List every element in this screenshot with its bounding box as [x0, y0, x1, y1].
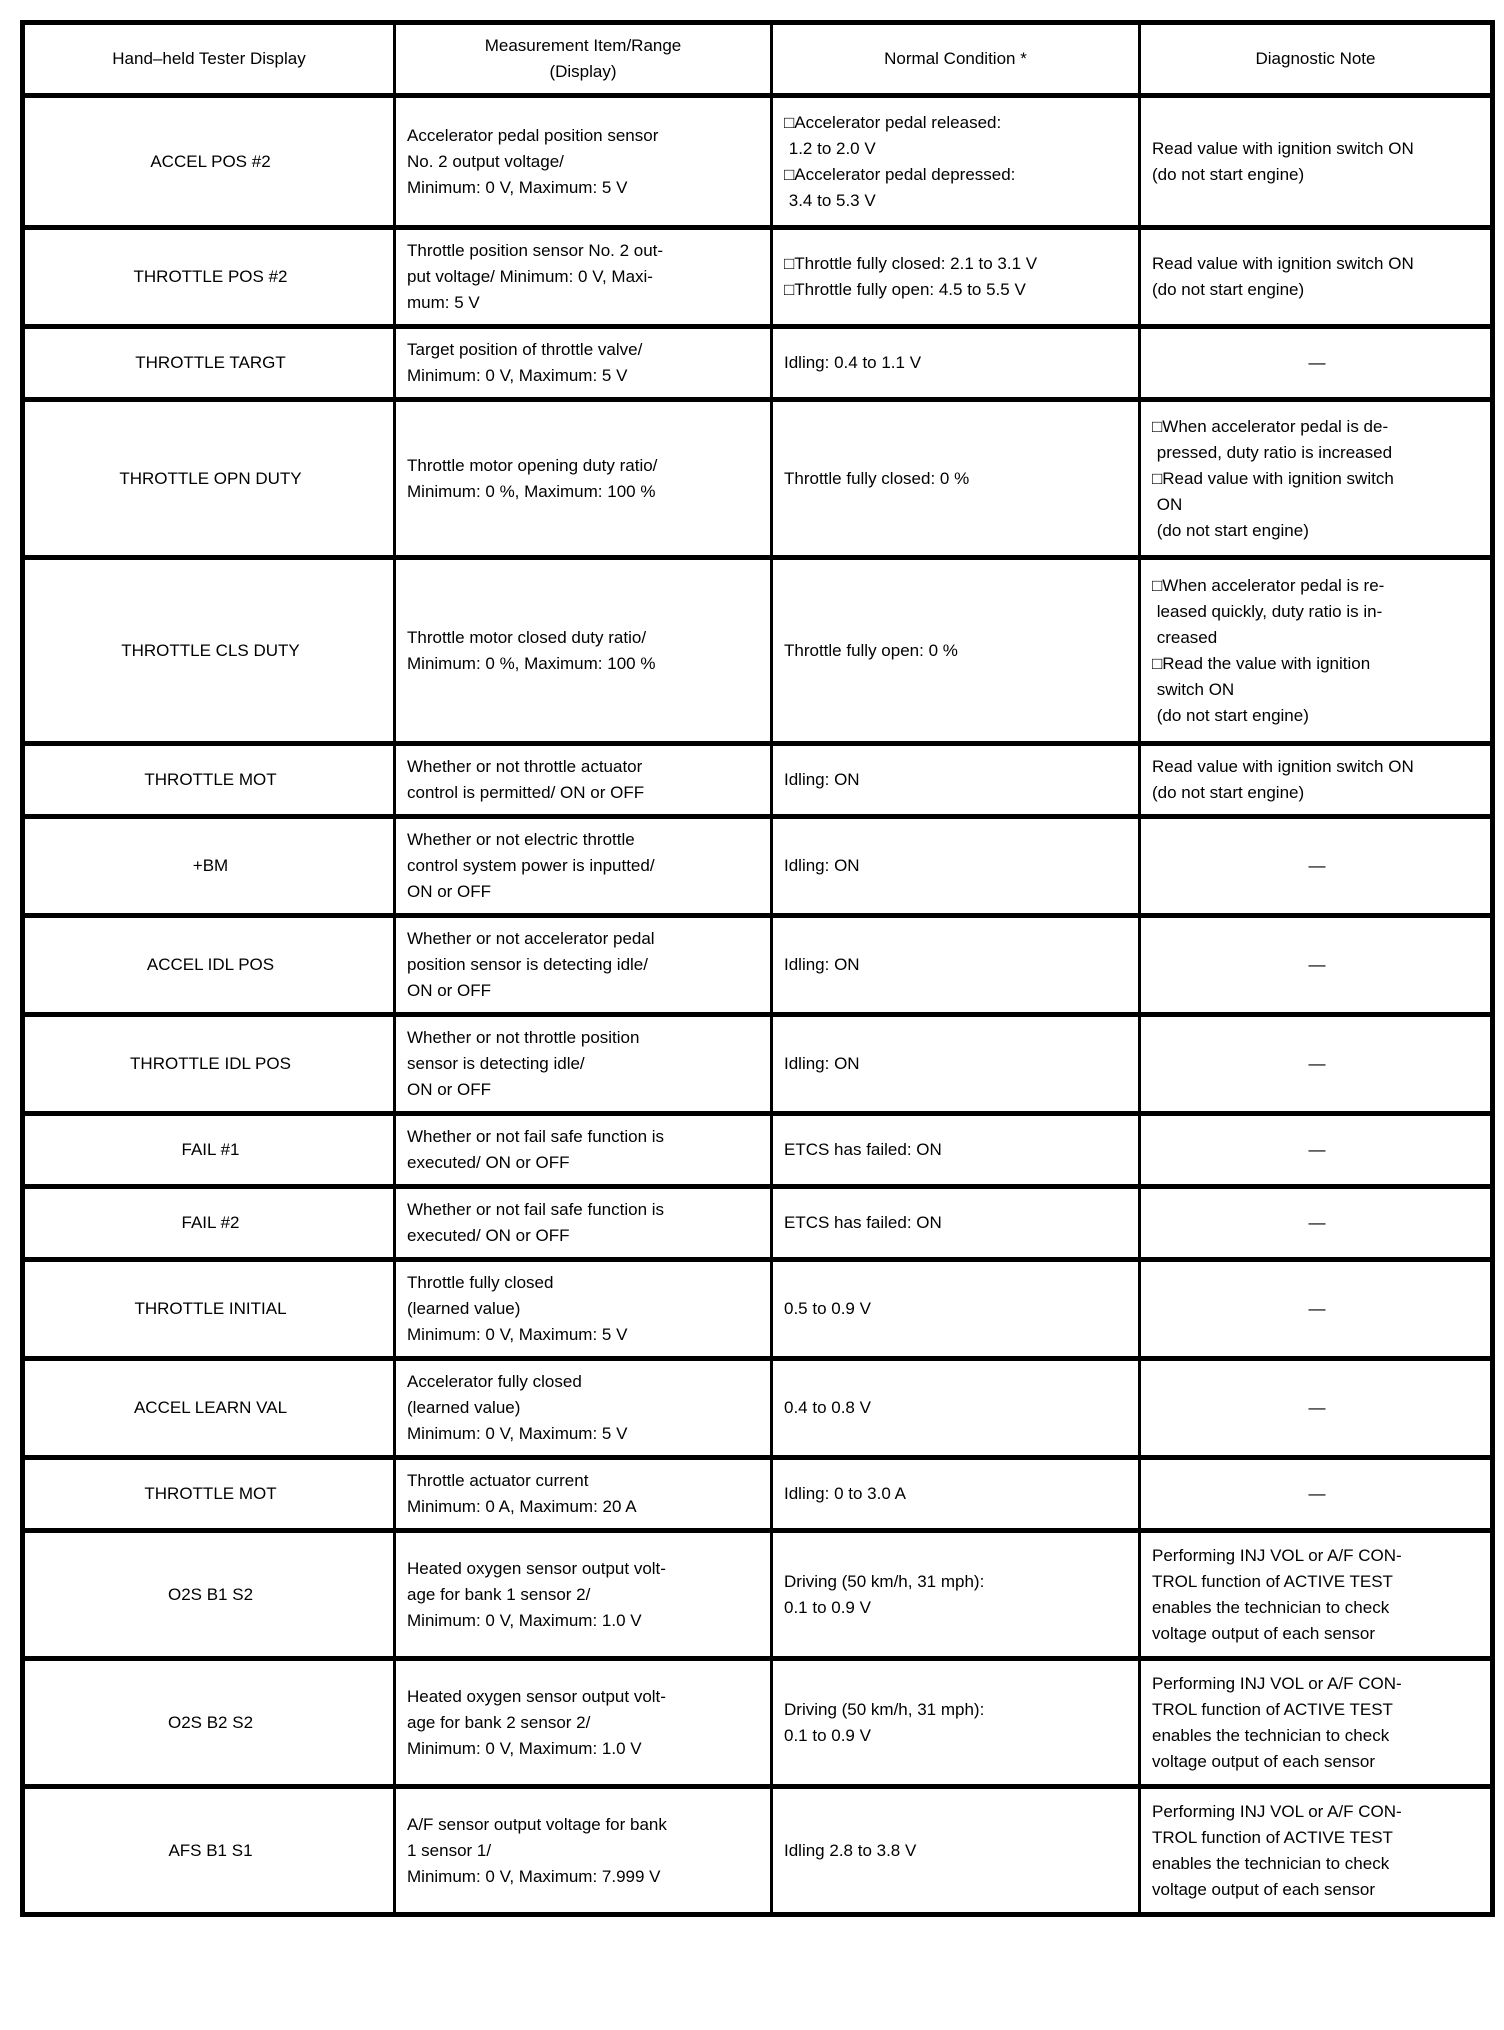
tester-display-cell: [23, 1458, 395, 1531]
table-row: [23, 327, 1493, 400]
measurement-line: Throttle actuator current: [407, 1471, 589, 1490]
note-line: TROL function of ACTIVE TEST: [1152, 1571, 1393, 1591]
measurement-line: Accelerator pedal position sensor: [407, 125, 659, 145]
table-row: [23, 744, 1493, 817]
measurement-cell: [395, 1787, 772, 1915]
measurement-cell: [395, 1458, 772, 1531]
tester-display-cell: [23, 1187, 395, 1260]
note-line: (do not start engine): [1152, 783, 1305, 802]
tester-display-label: THROTTLE CLS DUTY: [121, 640, 300, 660]
table-row: [23, 1015, 1493, 1114]
measurement-cell: [395, 1187, 772, 1260]
measurement-line: control is permitted/ ON or OFF: [407, 783, 645, 802]
note-line: □Read the value with ignition: [1152, 653, 1371, 673]
measurement-line: ON or OFF: [407, 1080, 492, 1099]
normal-condition-cell: [772, 1114, 1140, 1187]
measurement-line: (learned value): [407, 1398, 521, 1417]
measurement-line: put voltage/ Minimum: 0 V, Maxi-: [407, 267, 653, 286]
note-line: —: [1308, 1484, 1326, 1503]
measurement-cell: [395, 916, 772, 1015]
measurement-line: No. 2 output voltage/: [407, 151, 564, 171]
measurement-cell: [395, 1114, 772, 1187]
normal-condition-cell: [772, 558, 1140, 744]
condition-line: Driving (50 km/h, 31 mph):: [784, 1699, 985, 1719]
measurement-line: Minimum: 0 V, Maximum: 5 V: [407, 1424, 628, 1443]
normal-condition-cell: [772, 1659, 1140, 1787]
diagnostic-note-cell: [1140, 916, 1493, 1015]
diagnostic-note-cell: [1140, 1359, 1493, 1458]
measurement-cell: [395, 1659, 772, 1787]
column-header-text: Diagnostic Note: [1255, 49, 1376, 68]
measurement-line: Throttle fully closed: [407, 1273, 554, 1292]
measurement-line: Throttle motor closed duty ratio/: [407, 627, 647, 647]
tester-display-label: THROTTLE IDL POS: [130, 1054, 291, 1073]
condition-line: □Accelerator pedal released:: [784, 112, 1002, 132]
normal-condition-cell: [772, 96, 1140, 228]
condition-line: Idling: ON: [784, 856, 860, 875]
note-line: —: [1308, 1213, 1326, 1232]
condition-line: Idling: 0 to 3.0 A: [784, 1484, 906, 1503]
measurement-cell: [395, 1015, 772, 1114]
measurement-line: Minimum: 0 %, Maximum: 100 %: [407, 481, 656, 501]
condition-line: Idling 2.8 to 3.8 V: [784, 1840, 917, 1860]
tester-display-label: THROTTLE POS #2: [133, 267, 288, 286]
measurement-line: Minimum: 0 %, Maximum: 100 %: [407, 653, 656, 673]
measurement-line: Throttle position sensor No. 2 out-: [407, 241, 664, 260]
column-header-display: [23, 23, 395, 96]
measurement-line: Whether or not electric throttle: [407, 830, 635, 849]
measurement-line: Heated oxygen sensor output volt-: [407, 1558, 666, 1578]
diagnostic-note-cell: [1140, 327, 1493, 400]
measurement-line: executed/ ON or OFF: [407, 1153, 570, 1172]
diagnostic-note-cell: [1140, 1187, 1493, 1260]
column-header-text: Normal Condition *: [884, 49, 1027, 68]
note-line: Read value with ignition switch ON: [1152, 254, 1414, 273]
normal-condition-cell: [772, 916, 1140, 1015]
tester-display-cell: [23, 96, 395, 228]
diagnostic-data-table: [20, 20, 1495, 1917]
normal-condition-cell: [772, 1015, 1140, 1114]
note-line: (do not start engine): [1152, 705, 1309, 725]
tester-display-label: THROTTLE MOT: [144, 770, 277, 789]
table-row: [23, 1114, 1493, 1187]
note-line: creased: [1152, 627, 1218, 647]
measurement-cell: [395, 558, 772, 744]
tester-display-cell: [23, 1015, 395, 1114]
note-line: Read value with ignition switch ON: [1152, 757, 1414, 776]
normal-condition-cell: [772, 1359, 1140, 1458]
tester-display-label: THROTTLE INITIAL: [134, 1299, 287, 1318]
normal-condition-cell: [772, 1260, 1140, 1359]
measurement-cell: [395, 400, 772, 558]
measurement-cell: [395, 1260, 772, 1359]
condition-line: ETCS has failed: ON: [784, 1213, 942, 1232]
measurement-line: Minimum: 0 V, Maximum: 1.0 V: [407, 1610, 642, 1630]
condition-line: ETCS has failed: ON: [784, 1140, 942, 1159]
note-line: voltage output of each sensor: [1152, 1751, 1376, 1771]
table-row: [23, 1458, 1493, 1531]
condition-line: 0.4 to 0.8 V: [784, 1398, 871, 1417]
note-line: —: [1308, 1054, 1326, 1073]
diagnostic-note-cell: [1140, 228, 1493, 327]
measurement-line: Heated oxygen sensor output volt-: [407, 1686, 666, 1706]
normal-condition-cell: [772, 817, 1140, 916]
note-line: enables the technician to check: [1152, 1853, 1390, 1873]
tester-display-cell: [23, 1787, 395, 1915]
tester-display-label: ACCEL IDL POS: [146, 955, 275, 974]
condition-line: Idling: 0.4 to 1.1 V: [784, 353, 922, 372]
condition-line: Idling: ON: [784, 1054, 860, 1073]
tester-display-label: O2S B1 S2: [167, 1584, 254, 1604]
normal-condition-cell: [772, 1787, 1140, 1915]
note-line: pressed, duty ratio is increased: [1152, 442, 1393, 462]
condition-line: □Accelerator pedal depressed:: [784, 164, 1016, 184]
measurement-line: Whether or not fail safe function is: [407, 1200, 665, 1219]
tester-display-label: +BM: [192, 856, 229, 875]
column-header-measurement: [395, 23, 772, 96]
note-line: (do not start engine): [1152, 280, 1305, 299]
table-row: [23, 1787, 1493, 1915]
diagnostic-note-cell: [1140, 817, 1493, 916]
normal-condition-cell: [772, 400, 1140, 558]
table-row: [23, 817, 1493, 916]
note-line: —: [1308, 1398, 1326, 1417]
normal-condition-cell: [772, 228, 1140, 327]
measurement-cell: [395, 327, 772, 400]
measurement-cell: [395, 96, 772, 228]
column-header-text: Hand–held Tester Display: [112, 49, 306, 68]
measurement-line: Minimum: 0 V, Maximum: 7.999 V: [407, 1866, 661, 1886]
measurement-cell: [395, 228, 772, 327]
column-header-note: [1140, 23, 1493, 96]
note-line: (do not start engine): [1152, 164, 1305, 184]
tester-display-cell: [23, 1659, 395, 1787]
column-header-text: Measurement Item/Range: [484, 36, 682, 55]
table-row: [23, 558, 1493, 744]
note-line: TROL function of ACTIVE TEST: [1152, 1827, 1393, 1847]
note-line: □Read value with ignition switch: [1152, 468, 1394, 488]
measurement-line: Whether or not throttle position: [407, 1028, 640, 1047]
note-line: enables the technician to check: [1152, 1725, 1390, 1745]
condition-line: □Throttle fully open: 4.5 to 5.5 V: [784, 280, 1026, 299]
table-row: [23, 228, 1493, 327]
column-header-condition: [772, 23, 1140, 96]
measurement-line: Minimum: 0 A, Maximum: 20 A: [407, 1497, 637, 1516]
tester-display-cell: [23, 1531, 395, 1659]
header-row: [23, 23, 1493, 96]
measurement-line: ON or OFF: [407, 882, 492, 901]
measurement-line: Whether or not fail safe function is: [407, 1127, 665, 1146]
measurement-line: Throttle motor opening duty ratio/: [407, 455, 658, 475]
tester-display-label: THROTTLE MOT: [144, 1484, 277, 1503]
diagnostic-note-cell: [1140, 1114, 1493, 1187]
tester-display-cell: [23, 1260, 395, 1359]
diagnostic-note-cell: [1140, 1659, 1493, 1787]
tester-display-cell: [23, 400, 395, 558]
table-row: [23, 96, 1493, 228]
normal-condition-cell: [772, 744, 1140, 817]
note-line: □When accelerator pedal is de-: [1152, 416, 1389, 436]
note-line: □When accelerator pedal is re-: [1152, 575, 1385, 595]
measurement-line: sensor is detecting idle/: [407, 1054, 585, 1073]
condition-line: Idling: ON: [784, 770, 860, 789]
note-line: —: [1308, 1299, 1326, 1318]
measurement-cell: [395, 1359, 772, 1458]
table-row: [23, 1260, 1493, 1359]
measurement-line: position sensor is detecting idle/: [407, 955, 648, 974]
condition-line: 3.4 to 5.3 V: [784, 190, 876, 210]
tester-display-label: ACCEL LEARN VAL: [133, 1398, 288, 1417]
column-header-text: (Display): [549, 62, 617, 81]
measurement-line: Minimum: 0 V, Maximum: 5 V: [407, 1325, 628, 1344]
note-line: (do not start engine): [1152, 520, 1309, 540]
diagnostic-note-cell: [1140, 1787, 1493, 1915]
measurement-line: Target position of throttle valve/: [407, 340, 643, 359]
diagnostic-note-cell: [1140, 1260, 1493, 1359]
normal-condition-cell: [772, 1531, 1140, 1659]
measurement-line: 1 sensor 1/: [407, 1840, 492, 1860]
measurement-line: age for bank 2 sensor 2/: [407, 1712, 591, 1732]
measurement-line: mum: 5 V: [407, 293, 480, 312]
measurement-line: Whether or not throttle actuator: [407, 757, 643, 776]
condition-line: 0.1 to 0.9 V: [784, 1597, 871, 1617]
table-body: [23, 96, 1493, 1915]
measurement-cell: [395, 817, 772, 916]
diagnostic-note-cell: [1140, 1458, 1493, 1531]
tester-display-cell: [23, 1359, 395, 1458]
diagnostic-note-cell: [1140, 1015, 1493, 1114]
normal-condition-cell: [772, 327, 1140, 400]
measurement-line: (learned value): [407, 1299, 521, 1318]
normal-condition-cell: [772, 1458, 1140, 1531]
table-row: [23, 1531, 1493, 1659]
note-line: voltage output of each sensor: [1152, 1879, 1376, 1899]
table-row: [23, 916, 1493, 1015]
note-line: switch ON: [1152, 679, 1235, 699]
measurement-line: ON or OFF: [407, 981, 492, 1000]
measurement-line: Minimum: 0 V, Maximum: 1.0 V: [407, 1738, 642, 1758]
condition-line: Throttle fully closed: 0 %: [784, 468, 970, 488]
measurement-line: control system power is inputted/: [407, 856, 655, 875]
note-line: —: [1308, 353, 1326, 372]
table-row: [23, 1359, 1493, 1458]
measurement-line: Accelerator fully closed: [407, 1372, 582, 1391]
tester-display-label: FAIL #1: [181, 1140, 240, 1159]
note-line: Performing INJ VOL or A/F CON-: [1152, 1801, 1402, 1821]
condition-line: □Throttle fully closed: 2.1 to 3.1 V: [784, 254, 1038, 273]
note-line: TROL function of ACTIVE TEST: [1152, 1699, 1393, 1719]
note-line: enables the technician to check: [1152, 1597, 1390, 1617]
tester-display-label: THROTTLE OPN DUTY: [119, 468, 302, 488]
condition-line: Idling: ON: [784, 955, 860, 974]
note-line: —: [1308, 955, 1326, 974]
measurement-cell: [395, 744, 772, 817]
tester-display-label: O2S B2 S2: [167, 1712, 254, 1732]
tester-display-cell: [23, 558, 395, 744]
measurement-line: executed/ ON or OFF: [407, 1226, 570, 1245]
tester-display-label: AFS B1 S1: [168, 1840, 253, 1860]
condition-line: Throttle fully open: 0 %: [784, 640, 958, 660]
diagnostic-note-cell: [1140, 400, 1493, 558]
note-line: voltage output of each sensor: [1152, 1623, 1376, 1643]
note-line: Read value with ignition switch ON: [1152, 138, 1414, 158]
measurement-cell: [395, 1531, 772, 1659]
tester-display-label: FAIL #2: [181, 1213, 240, 1232]
tester-display-cell: [23, 228, 395, 327]
diagnostic-note-cell: [1140, 1531, 1493, 1659]
condition-line: Driving (50 km/h, 31 mph):: [784, 1571, 985, 1591]
normal-condition-cell: [772, 1187, 1140, 1260]
note-line: —: [1308, 1140, 1326, 1159]
measurement-line: Minimum: 0 V, Maximum: 5 V: [407, 366, 628, 385]
measurement-line: A/F sensor output voltage for bank: [407, 1814, 667, 1834]
note-line: leased quickly, duty ratio is in-: [1152, 601, 1383, 621]
tester-display-cell: [23, 916, 395, 1015]
tester-display-cell: [23, 744, 395, 817]
note-line: Performing INJ VOL or A/F CON-: [1152, 1545, 1402, 1565]
table-row: [23, 1659, 1493, 1787]
tester-display-cell: [23, 327, 395, 400]
note-line: —: [1308, 856, 1326, 875]
note-line: Performing INJ VOL or A/F CON-: [1152, 1673, 1402, 1693]
condition-line: 0.1 to 0.9 V: [784, 1725, 871, 1745]
measurement-line: Whether or not accelerator pedal: [407, 929, 655, 948]
diagnostic-note-cell: [1140, 558, 1493, 744]
tester-display-label: ACCEL POS #2: [150, 151, 271, 171]
table-row: [23, 1187, 1493, 1260]
note-line: ON: [1152, 494, 1183, 514]
tester-display-cell: [23, 817, 395, 916]
table-row: [23, 400, 1493, 558]
diagnostic-note-cell: [1140, 744, 1493, 817]
diagnostic-note-cell: [1140, 96, 1493, 228]
measurement-line: Minimum: 0 V, Maximum: 5 V: [407, 177, 628, 197]
measurement-line: age for bank 1 sensor 2/: [407, 1584, 591, 1604]
condition-line: 0.5 to 0.9 V: [784, 1299, 871, 1318]
tester-display-label: THROTTLE TARGT: [135, 353, 286, 372]
condition-line: 1.2 to 2.0 V: [784, 138, 876, 158]
tester-display-cell: [23, 1114, 395, 1187]
